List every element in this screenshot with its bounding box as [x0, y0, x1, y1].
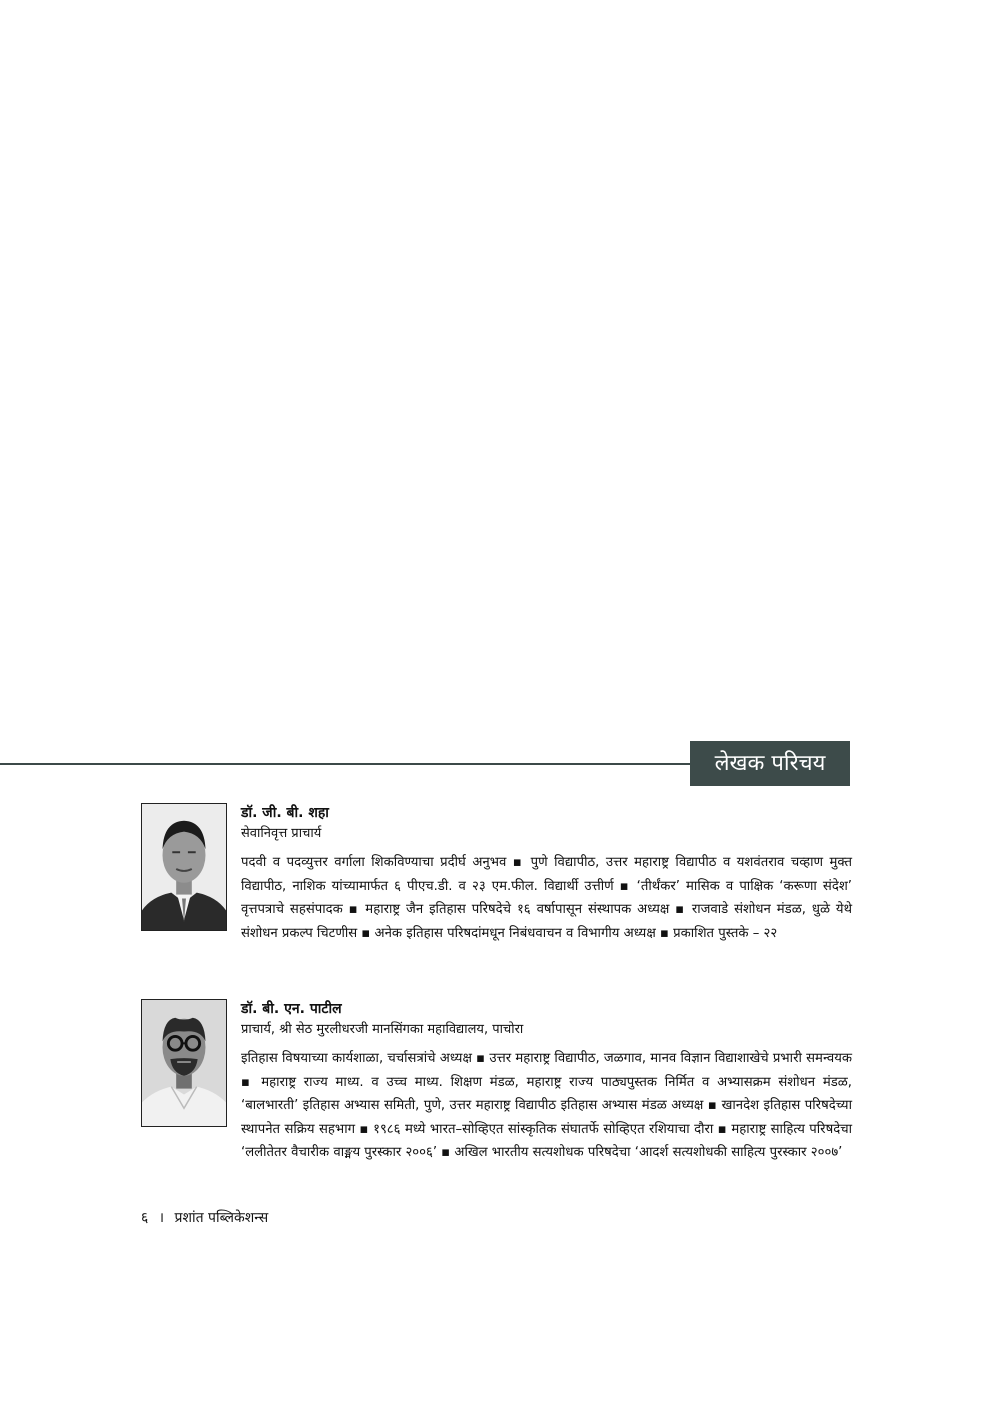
publisher-name: प्रशांत पब्लिकेशन्स	[174, 1210, 269, 1226]
author-details	[241, 803, 852, 945]
author-details	[241, 999, 852, 1165]
author-photo	[141, 803, 227, 931]
author-name: डॉ. बी. एन. पाटील	[241, 1001, 342, 1017]
portrait-image	[142, 1000, 226, 1126]
author-photo	[141, 999, 227, 1127]
page-number: ६	[141, 1210, 149, 1226]
footer-separator: ।	[158, 1210, 165, 1226]
page-footer	[141, 1207, 268, 1229]
author-role: प्राचार्य, श्री सेठ मुरलीधरजी मानसिंगका महाविद्यालय, पाचोरा	[241, 1022, 524, 1037]
author-bio: पदवी व पदव्युत्तर वर्गाला शिकविण्याचा प्रदीर्घ अनुभव ▪ पुणे विद्यापीठ, उत्तर महाराष्ट्र विद्यापीठ व यशवंतराव चव्हाण मुक्त विद्यापीठ, नाशिक यांच्यामार्फत ६ पीएच.डी. व २३ एम.फील. विद्यार्थी उत्तीर्ण ▪ ‘तीर्थंकर’ मासिक व पाक्षिक ‘करूणा संदेश’ वृत्तपत्राचे सहसंपादक ▪ महाराष्ट्र जैन इतिहास परिषदेचे १६ वर्षापासून संस्थापक अध्यक्ष ▪ राजवाडे संशोधन मंडळ, धुळे येथे संशोधन प्रकल्प चिटणीस ▪ अनेक इतिहास परिषदांमधून निबंधवाचन व विभागीय अध्यक्ष ▪ प्रकाशित पुस्तके – २२	[241, 855, 852, 941]
portrait-image	[142, 804, 226, 930]
author-bio: इतिहास विषयाच्या कार्यशाळा, चर्चासत्रांचे अध्यक्ष ▪ उत्तर महाराष्ट्र विद्यापीठ, जळगाव, मानव विज्ञान विद्याशाखेचे प्रभारी समन्वयक ▪ महाराष्ट्र राज्य माध्य. व उच्च माध्य. शिक्षण मंडळ, महाराष्ट्र राज्य पाठ्यपुस्तक निर्मित व अभ्यासक्रम संशोधन मंडळ, ‘बालभारती’ इतिहास अभ्यास समिती, पुणे, उत्तर महाराष्ट्र विद्यापीठ इतिहास अभ्यास मंडळ अध्यक्ष ▪ खानदेश इतिहास परिषदेच्या स्थापनेत सक्रिय सहभाग ▪ १९८६ मध्ये भारत–सोव्हिएत सांस्कृतिक संघातर्फे सोव्हिएत रशियाचा दौरा ▪ महाराष्ट्र साहित्य परिषदेचा ‘ललीतेतर वैचारीक वाङ्मय पुरस्कार २००६’ ▪ अखिल भारतीय सत्यशोधक परिषदेचा ‘आदर्श सत्यशोधकी साहित्य पुरस्कार २००७’	[241, 1051, 852, 1160]
author-name: डॉ. जी. बी. शहा	[241, 805, 329, 821]
section-title: लेखक परिचय	[690, 741, 850, 786]
author-role: सेवानिवृत्त प्राचार्य	[241, 826, 322, 841]
section-rule	[0, 763, 690, 765]
